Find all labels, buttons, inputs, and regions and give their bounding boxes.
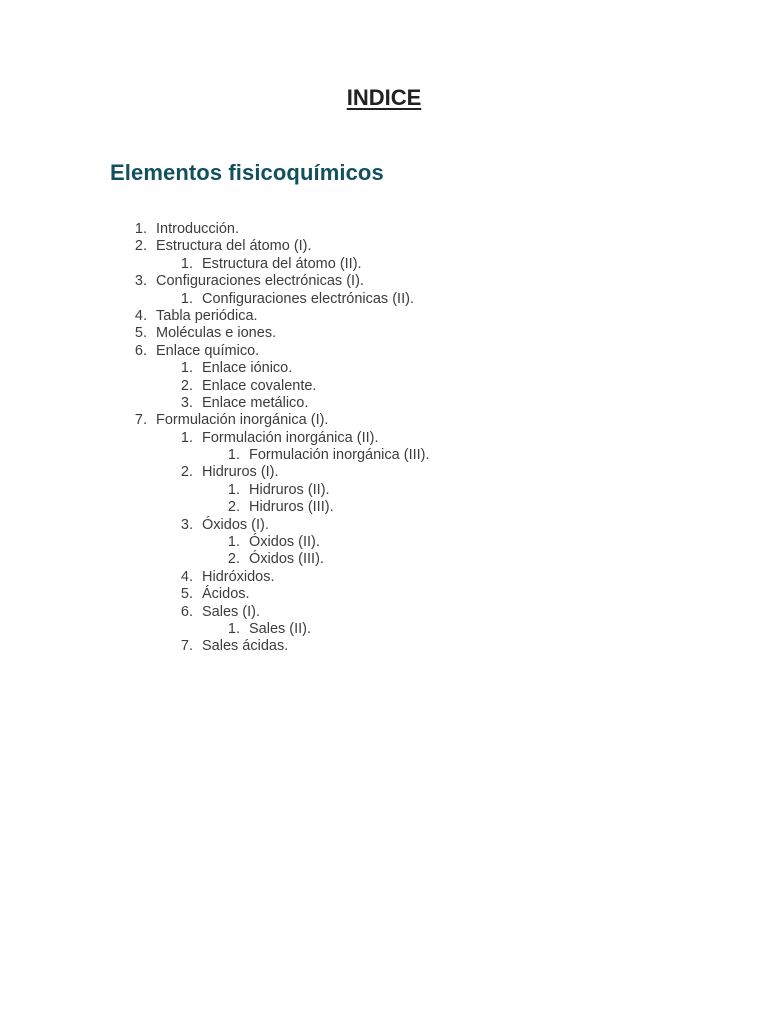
toc-item-number: 1. xyxy=(180,360,193,377)
toc-item-number: 7. xyxy=(180,638,193,655)
toc-item[interactable] xyxy=(0,534,768,551)
toc-item-label: Configuraciones electrónicas (II). xyxy=(202,290,414,307)
toc-item-number: 3. xyxy=(180,516,193,533)
toc-item-number: 4. xyxy=(180,568,193,585)
toc-item-label: Enlace iónico. xyxy=(202,360,293,377)
toc-item-label: Tabla periódica. xyxy=(156,307,258,324)
toc-item-label: Formulación inorgánica (II). xyxy=(202,429,379,446)
toc-item-label: Moléculas e iones. xyxy=(156,325,277,342)
toc-item-number: 3. xyxy=(134,273,147,290)
toc-item-number: 2. xyxy=(227,551,240,568)
toc-item-number: 1. xyxy=(180,290,193,307)
toc-item[interactable] xyxy=(0,464,768,481)
toc-item[interactable] xyxy=(0,291,768,308)
toc-item[interactable] xyxy=(0,343,768,360)
toc-item[interactable] xyxy=(0,273,768,290)
toc-item[interactable] xyxy=(0,586,768,603)
toc-item-number: 1. xyxy=(134,221,147,237)
toc-item-number: 1. xyxy=(180,255,193,272)
toc-item[interactable] xyxy=(0,621,768,638)
toc-item[interactable] xyxy=(0,308,768,325)
toc-item-label: Introducción. xyxy=(156,221,240,237)
toc-item-number: 6. xyxy=(180,603,193,620)
toc-item-number: 2. xyxy=(227,499,240,516)
toc-item-label: Óxidos (III). xyxy=(249,551,324,568)
toc-item[interactable] xyxy=(0,517,768,534)
toc-item[interactable] xyxy=(0,360,768,377)
toc-item-number: 5. xyxy=(134,325,147,342)
toc-item[interactable] xyxy=(0,238,768,255)
toc-item[interactable] xyxy=(0,256,768,273)
toc-item-number: 1. xyxy=(180,429,193,446)
toc-item-number: 1. xyxy=(227,620,240,637)
toc-item-number: 4. xyxy=(134,307,147,324)
toc-item-number: 6. xyxy=(134,342,147,359)
toc-item[interactable] xyxy=(0,604,768,621)
toc-item[interactable] xyxy=(0,551,768,568)
toc-item-number: 1. xyxy=(227,481,240,498)
toc-item[interactable] xyxy=(0,569,768,586)
toc-item[interactable] xyxy=(0,638,768,655)
toc-item[interactable] xyxy=(0,430,768,447)
page-title: INDICE xyxy=(346,85,422,110)
toc-item[interactable] xyxy=(0,447,768,464)
section-heading: Elementos fisicoquímicos xyxy=(110,160,384,185)
toc-item-label: Enlace metálico. xyxy=(202,394,309,411)
toc-item-label: Sales (I). xyxy=(202,603,261,620)
toc-item-label: Hidruros (I). xyxy=(202,464,279,481)
toc-item-label: Óxidos (I). xyxy=(202,516,269,533)
toc-item[interactable] xyxy=(0,221,768,238)
toc-item[interactable] xyxy=(0,482,768,499)
toc-item-label: Formulación inorgánica (III). xyxy=(249,447,430,464)
toc-item[interactable] xyxy=(0,499,768,516)
toc-item-label: Hidróxidos. xyxy=(202,568,275,585)
toc-item-label: Estructura del átomo (II). xyxy=(202,255,362,272)
toc-item-number: 1. xyxy=(227,534,240,551)
toc-item-label: Óxidos (II). xyxy=(249,534,320,551)
toc-item-label: Hidruros (II). xyxy=(249,481,330,498)
toc-item-number: 2. xyxy=(180,464,193,481)
toc-item-label: Estructura del átomo (I). xyxy=(156,238,312,255)
toc-item-number: 1. xyxy=(227,447,240,464)
toc-item-label: Enlace químico. xyxy=(156,342,260,359)
toc-item-number: 7. xyxy=(134,412,147,429)
toc-item-label: Enlace covalente. xyxy=(202,377,317,394)
toc-item[interactable] xyxy=(0,378,768,395)
toc-item-number: 2. xyxy=(180,377,193,394)
toc-item-label: Formulación inorgánica (I). xyxy=(156,412,329,429)
toc-item-label: Hidruros (III). xyxy=(249,499,334,516)
toc-item-number: 3. xyxy=(180,394,193,411)
toc-item-number: 2. xyxy=(134,238,147,255)
toc-item-number: 5. xyxy=(180,586,193,603)
toc-item[interactable] xyxy=(0,412,768,429)
toc-item-label: Ácidos. xyxy=(202,586,250,603)
table-of-contents xyxy=(0,221,768,656)
toc-item-label: Configuraciones electrónicas (I). xyxy=(156,273,364,290)
toc-item-label: Sales ácidas. xyxy=(202,638,289,655)
toc-item[interactable] xyxy=(0,395,768,412)
toc-item-label: Sales (II). xyxy=(249,620,312,637)
toc-item[interactable] xyxy=(0,325,768,342)
